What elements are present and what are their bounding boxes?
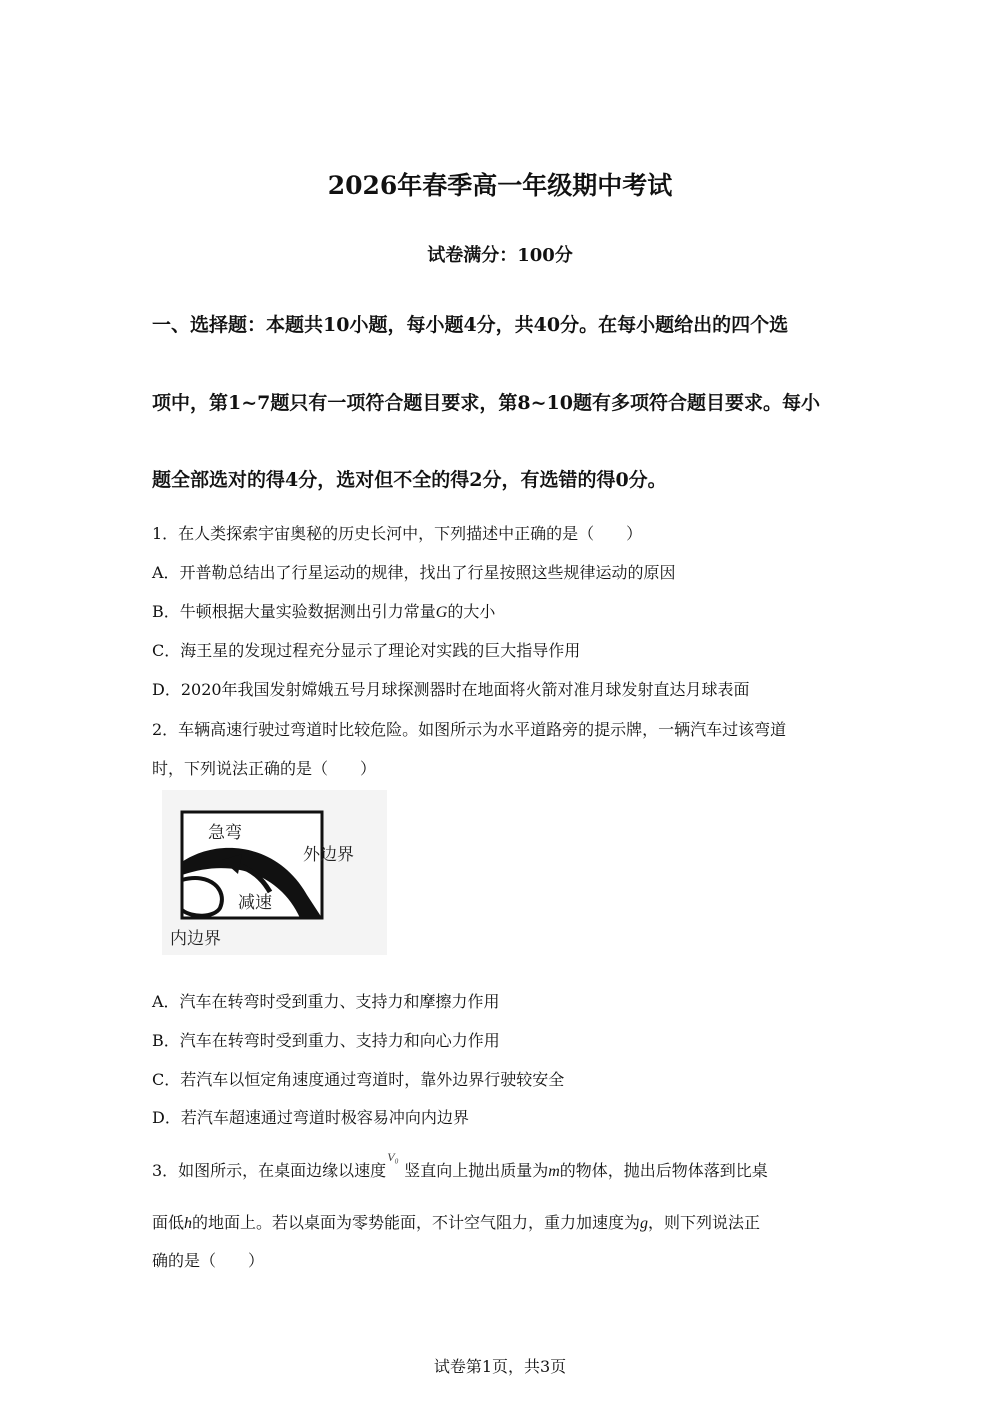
section-instructions-line-2: 项中，第1~7题只有一项符合题目要求，第8~10题有多项符合题目要求。每小 [152,392,820,414]
question-2-option-a: A．汽车在转弯时受到重力、支持力和摩擦力作用 [152,992,500,1011]
question-2-option-d: D．若汽车超速通过弯道时极容易冲向内边界 [152,1108,469,1127]
question-2-option-b: B．汽车在转弯时受到重力、支持力和向心力作用 [152,1031,500,1050]
question-2-stem-line-2: 时，下列说法正确的是（ ） [152,759,377,778]
question-1-option-b [152,600,495,625]
height-symbol: h [184,1215,193,1232]
section-instructions-line-1: 一、选择题：本题共10小题，每小题4分，共40分。在每小题给出的四个选 [152,314,789,336]
exam-subtitle: 试卷满分：100分 [427,245,573,266]
label-outer-boundary: 外边界 [303,845,354,865]
q3-text-a: 3．如图所示，在桌面边缘以速度 [152,1161,387,1180]
q3-text-e: 的地面上。若以桌面为零势能面，不计空气阻力，重力加速度为 [192,1213,641,1232]
q3-text-b: 竖直向上抛出质量为 [404,1161,549,1180]
question-2-stem-line-1: 2．车辆高速行驶过弯道时比较危险。如图所示为水平道路旁的提示牌，一辆汽车过该弯道 [152,720,787,739]
question-3-stem-line-2 [152,1211,760,1236]
sign-text-sharp-curve: 急弯 [208,823,242,843]
q3-text-d: 面低 [152,1213,185,1232]
question-3-stem-line-3: 确的是（ ） [152,1251,265,1270]
question-1-option-c: C．海王星的发现过程充分显示了理论对实践的巨大指导作用 [152,641,581,660]
label-inner-boundary: 内边界 [170,929,221,949]
sign-text-slow-down: 减速 [238,893,272,913]
question-1-stem: 1．在人类探索宇宙奥秘的历史长河中，下列描述中正确的是（ ） [152,524,643,543]
initial-velocity-symbol: V₀ [387,1150,399,1164]
option-b-text-post: 的大小 [447,602,496,621]
question-1-option-d: D．2020年我国发射嫦娥五号月球探测器时在地面将火箭对准月球发射直达月球表面 [152,680,750,699]
section-instructions-line-3: 题全部选对的得4分，选对但不全的得2分，有选错的得0分。 [152,469,667,491]
mass-symbol: m [548,1163,560,1180]
gravity-symbol: g [640,1215,649,1232]
page-footer: 试卷第1页，共3页 [433,1357,567,1376]
question-3-stem-line-1 [152,1150,768,1184]
exam-title: 2026年春季高一年级期中考试 [327,171,673,200]
q3-text-c: 的物体，抛出后物体落到比桌 [559,1161,768,1180]
question-2-option-c: C．若汽车以恒定角速度通过弯道时，靠外边界行驶较安全 [152,1070,565,1089]
curve-sign-illustration [162,790,387,955]
q3-text-f: ，则下列说法正 [648,1213,761,1232]
question-1-option-a: A．开普勒总结出了行星运动的规律，找出了行星按照这些规律运动的原因 [152,563,676,582]
curve-warning-sign-figure [162,790,387,955]
gravitational-constant-symbol: G [435,604,448,621]
option-b-text-pre: B．牛顿根据大量实验数据测出引力常量 [152,602,436,621]
